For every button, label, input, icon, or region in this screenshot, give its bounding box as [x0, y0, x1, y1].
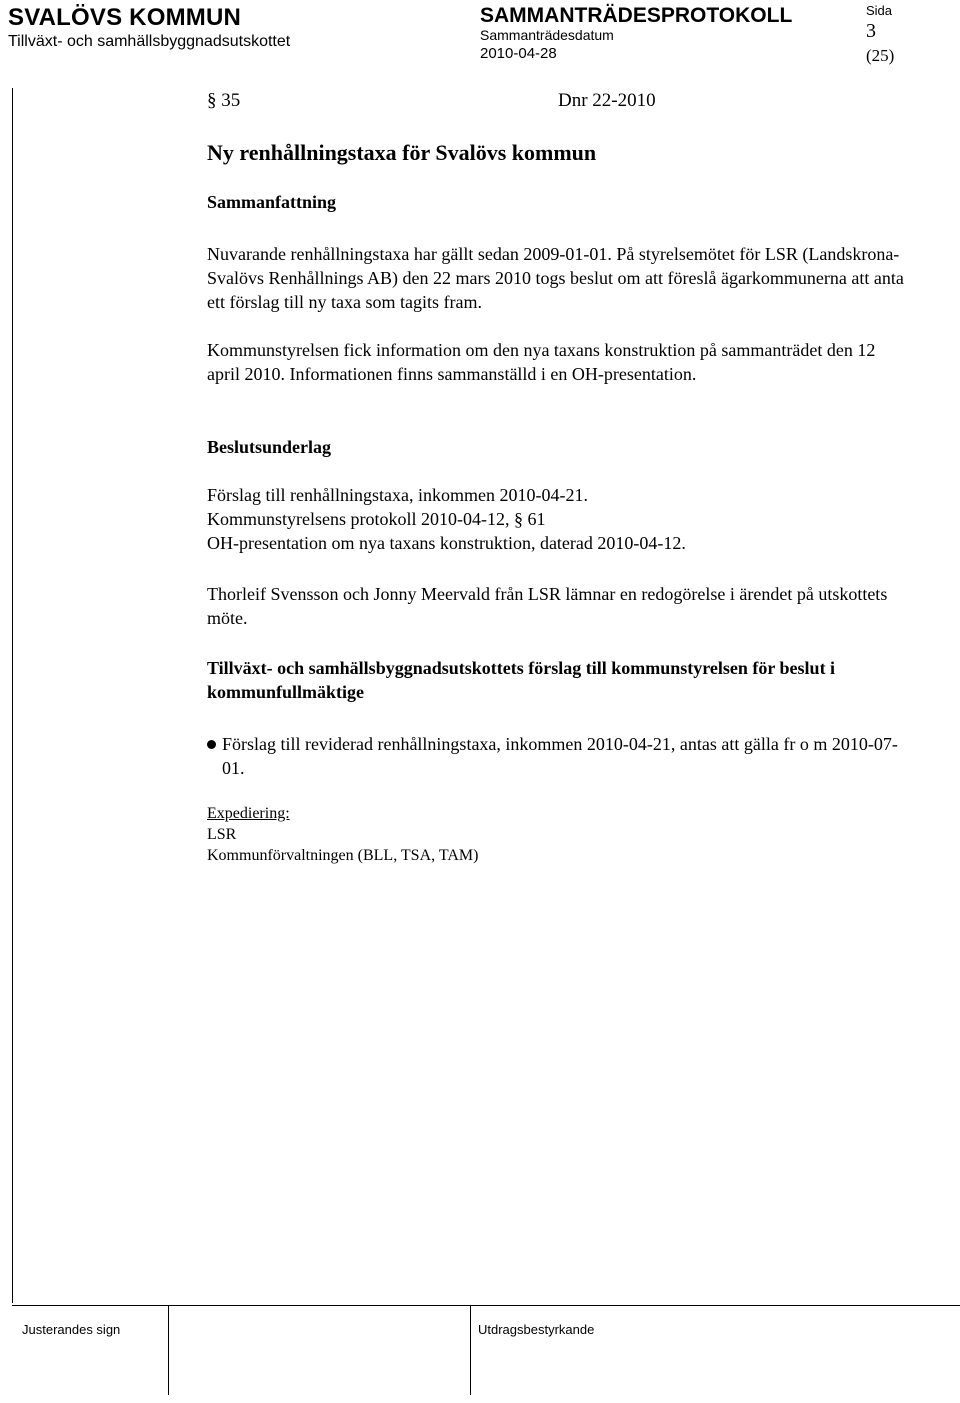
dispatch-label: Expediering: [207, 805, 290, 822]
paragraph-number: § 35 [207, 90, 241, 111]
footer-divider [168, 1305, 169, 1395]
dispatch-section [207, 803, 907, 866]
page-label: Sida [866, 3, 893, 18]
bullet-icon [207, 740, 216, 749]
dispatch-recipient: LSR [207, 826, 237, 843]
org-name: SVALÖVS KOMMUN [8, 4, 242, 31]
page-number: 3 [866, 20, 876, 42]
summary-paragraph-2 [207, 338, 907, 386]
proposal-bullet-text: Förslag till reviderad renhållningstaxa, inkommen 2010-04-21, antas att gälla fr o m 2010-07-01. [222, 734, 898, 778]
basis-heading: Beslutsunderlag [207, 437, 332, 457]
left-margin-rule [12, 88, 13, 1303]
footer-rule [12, 1305, 960, 1306]
org-unit: Tillväxt- och samhällsbyggnadsutskottet [8, 33, 291, 50]
footer-divider [470, 1305, 471, 1395]
case-number: Dnr 22-2010 [558, 90, 656, 111]
summary-text-1: Nuvarande renhållningstaxa har gällt sedan 2009-01-01. På styrelsemötet för LSR (Landskrona-Svalövs Renhållnings AB) den 22 mars 2010 togs beslut om att föreslå ägarkommunerna att anta ett förslag till ny taxa som tagits fram. [207, 244, 904, 312]
basis-list [207, 483, 907, 555]
meeting-date-label: Sammanträdesdatum [480, 27, 614, 43]
presentation-text: Thorleif Svensson och Jonny Meervald från LSR lämnar en redogörelse i ärendet på utskottets möte. [207, 584, 888, 628]
extract-certification-label: Utdragsbestyrkande [478, 1322, 595, 1337]
basis-section [207, 435, 907, 459]
basis-item: Förslag till renhållningstaxa, inkommen 2010-04-21. [207, 485, 588, 505]
basis-item: Kommunstyrelsens protokoll 2010-04-12, § 61 [207, 509, 546, 529]
case-title: Ny renhållningstaxa för Svalövs kommun [207, 140, 597, 165]
summary-section [207, 190, 907, 214]
summary-heading: Sammanfattning [207, 192, 337, 212]
signature-label: Justerandes sign [22, 1322, 121, 1337]
summary-paragraph-1 [207, 242, 907, 314]
proposal-heading: Tillväxt- och samhällsbyggnadsutskottets förslag till kommunstyrelsen för beslut i kommunfullmäktige [207, 658, 836, 702]
summary-text-2: Kommunstyrelsen fick information om den nya taxans konstruktion på sammanträdet den 12 april 2010. Informationen finns sammanställd i en OH-presentation. [207, 340, 876, 384]
page-total: (25) [866, 46, 895, 65]
proposal-section [207, 656, 907, 704]
document-type: SAMMANTRÄDESPROTOKOLL [480, 4, 793, 27]
meeting-date-value: 2010-04-28 [480, 45, 557, 62]
presentation-paragraph [207, 582, 907, 630]
basis-item: OH-presentation om nya taxans konstruktion, daterad 2010-04-12. [207, 533, 686, 553]
dispatch-recipient: Kommunförvaltningen (BLL, TSA, TAM) [207, 847, 479, 864]
